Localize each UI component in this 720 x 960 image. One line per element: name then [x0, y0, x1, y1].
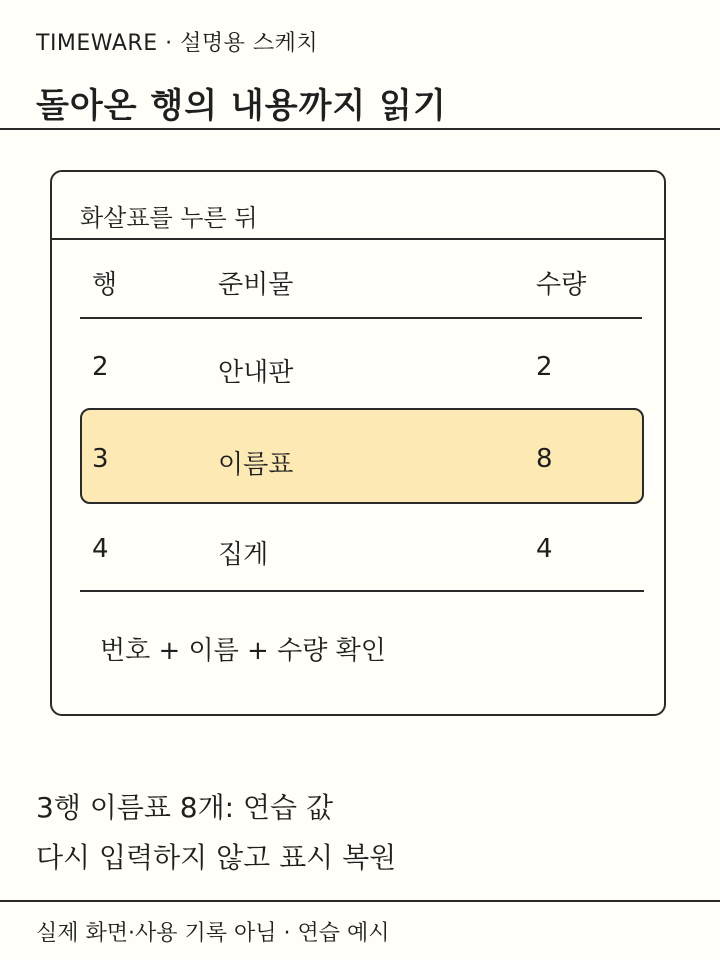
- card-header: 화살표를 누른 뒤: [80, 204, 258, 232]
- table-row-cell-qty: 2: [536, 352, 553, 382]
- column-header-row: 행: [92, 270, 118, 300]
- column-header-item: 준비물: [218, 270, 294, 300]
- table-row-cell-qty: 8: [536, 444, 553, 474]
- table-row-cell-item: 안내판: [218, 358, 294, 388]
- title-divider: [0, 128, 720, 130]
- table-row-cell-item: 집게: [218, 540, 269, 570]
- footer-disclaimer: 실제 화면·사용 기록 아님 · 연습 예시: [36, 921, 390, 946]
- table-row-cell-qty: 4: [536, 534, 553, 564]
- eyebrow: TIMEWARE · 설명용 스케치: [36, 31, 319, 56]
- note-line-1: 3행 이름표 8개: 연습 값: [36, 791, 334, 824]
- footer-divider: [0, 900, 720, 902]
- table-card: [50, 170, 666, 716]
- page-title: 돌아온 행의 내용까지 읽기: [36, 86, 447, 126]
- check-formula: 번호 + 이름 + 수량 확인: [100, 636, 386, 666]
- table-row-cell-item: 이름표: [218, 450, 294, 480]
- table-row-cell-row: 4: [92, 534, 109, 564]
- note-line-2: 다시 입력하지 않고 표시 복원: [36, 841, 397, 874]
- table-row-cell-row: 2: [92, 352, 109, 382]
- highlighted-row: [80, 408, 644, 504]
- table-bottom-divider: [80, 590, 644, 592]
- column-header-qty: 수량: [536, 270, 587, 300]
- column-header-divider: [80, 317, 642, 319]
- table-row-cell-row: 3: [92, 444, 109, 474]
- card-header-divider: [52, 238, 664, 240]
